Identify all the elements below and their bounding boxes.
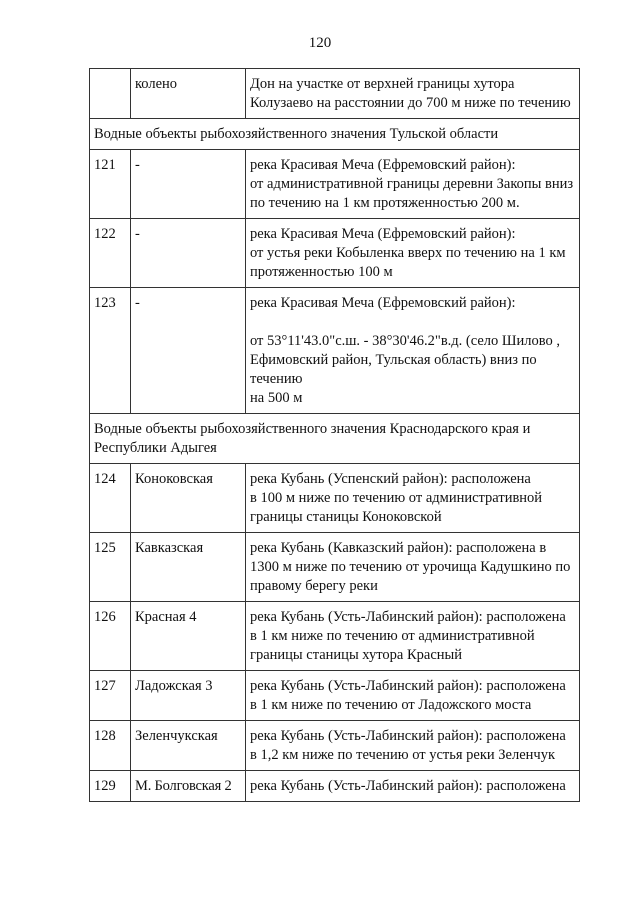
- table-row: [90, 150, 580, 219]
- site-name: М. Болговская 2: [131, 771, 246, 802]
- site-description: [246, 150, 580, 219]
- site-name: Зеленчукская: [131, 721, 246, 771]
- description-line: река Кубань (Усть-Лабинский район): расположена: [250, 778, 566, 794]
- section-heading-krasnodar: [90, 414, 580, 464]
- site-name: -: [131, 288, 246, 414]
- description-line: Ефимовский район, Тульская область) вниз по: [250, 352, 537, 368]
- table-row: [90, 464, 580, 533]
- row-number: 128: [90, 721, 131, 771]
- row-number: 125: [90, 533, 131, 602]
- description-line: река Красивая Меча (Ефремовский район):: [250, 226, 516, 242]
- description-line: река Кубань (Усть-Лабинский район): расположена: [250, 678, 566, 694]
- site-description: [246, 219, 580, 288]
- site-description: [246, 288, 580, 414]
- row-number: 124: [90, 464, 131, 533]
- description-line: по течению на 1 км протяженностью 200 м.: [250, 195, 520, 211]
- page-number: 120: [308, 35, 332, 51]
- description-line: в 1 км ниже по течению от Ладожского моста: [250, 697, 532, 713]
- table-row: [90, 671, 580, 721]
- description-line: течению: [250, 371, 303, 387]
- site-description: [246, 671, 580, 721]
- description-line: от 53°11'43.0"с.ш. - 38°30'46.2"в.д. (село Шилово ,: [250, 333, 561, 349]
- description-line: границы станицы Коноковской: [250, 509, 442, 525]
- description-line: река Кубань (Усть-Лабинский район): расположена: [250, 609, 566, 625]
- site-name: -: [131, 150, 246, 219]
- table-row: [90, 721, 580, 771]
- table-row: [90, 69, 580, 119]
- description-line: река Красивая Меча (Ефремовский район):: [250, 157, 516, 173]
- section-row: [90, 119, 580, 150]
- site-description: [246, 533, 580, 602]
- description-line: от устья реки Кобыленка вверх по течению на 1 км: [250, 245, 566, 261]
- site-name: Кавказская: [131, 533, 246, 602]
- row-number: 127: [90, 671, 131, 721]
- description-line: Дон на участке от верхней границы хутора: [250, 76, 515, 92]
- description-line: река Кубань (Усть-Лабинский район): расположена: [250, 728, 566, 744]
- site-name: -: [131, 219, 246, 288]
- blank-line: [250, 313, 575, 332]
- table-row: [90, 219, 580, 288]
- table-row: [90, 602, 580, 671]
- row-number: [90, 69, 131, 119]
- fishing-sites-table: [89, 68, 580, 802]
- description-line: границы станицы хутора Красный: [250, 647, 463, 663]
- site-name: колено: [131, 69, 246, 119]
- description-line: от административной границы деревни Закопы вниз: [250, 176, 574, 192]
- site-name: Коноковская: [131, 464, 246, 533]
- section-heading-line: Республики Адыгея: [94, 440, 217, 456]
- description-line: в 1 км ниже по течению от административной: [250, 628, 535, 644]
- row-number: 126: [90, 602, 131, 671]
- description-line: правому берегу реки: [250, 578, 378, 594]
- site-description: [246, 602, 580, 671]
- site-description: [246, 464, 580, 533]
- row-number: 129: [90, 771, 131, 802]
- row-number: 122: [90, 219, 131, 288]
- table-row: [90, 533, 580, 602]
- section-row: [90, 414, 580, 464]
- row-number: 121: [90, 150, 131, 219]
- description-line: река Кубань (Кавказский район): расположена в: [250, 540, 547, 556]
- section-heading-tula: [90, 119, 580, 150]
- description-line: в 1,2 км ниже по течению от устья реки Зеленчук: [250, 747, 556, 763]
- table-row: [90, 288, 580, 414]
- section-heading-line: Водные объекты рыбохозяйственного значения Краснодарского края и: [94, 421, 531, 437]
- site-description: [246, 69, 580, 119]
- description-line: Колузаево на расстоянии до 700 м ниже по течению: [250, 95, 571, 111]
- description-line: протяженностью 100 м: [250, 264, 393, 280]
- site-name: Ладожская 3: [131, 671, 246, 721]
- site-description: [246, 771, 580, 802]
- row-number: 123: [90, 288, 131, 414]
- description-line: на 500 м: [250, 390, 303, 406]
- site-description: [246, 721, 580, 771]
- description-line: река Красивая Меча (Ефремовский район):: [250, 295, 516, 311]
- site-name: Красная 4: [131, 602, 246, 671]
- description-line: 1300 м ниже по течению от урочища Кадушкино по: [250, 559, 571, 575]
- description-line: в 100 м ниже по течению от административной: [250, 490, 543, 506]
- description-line: река Кубань (Успенский район): расположена: [250, 471, 531, 487]
- section-heading-line: Водные объекты рыбохозяйственного значения Тульской области: [94, 126, 499, 142]
- table-row: [90, 771, 580, 802]
